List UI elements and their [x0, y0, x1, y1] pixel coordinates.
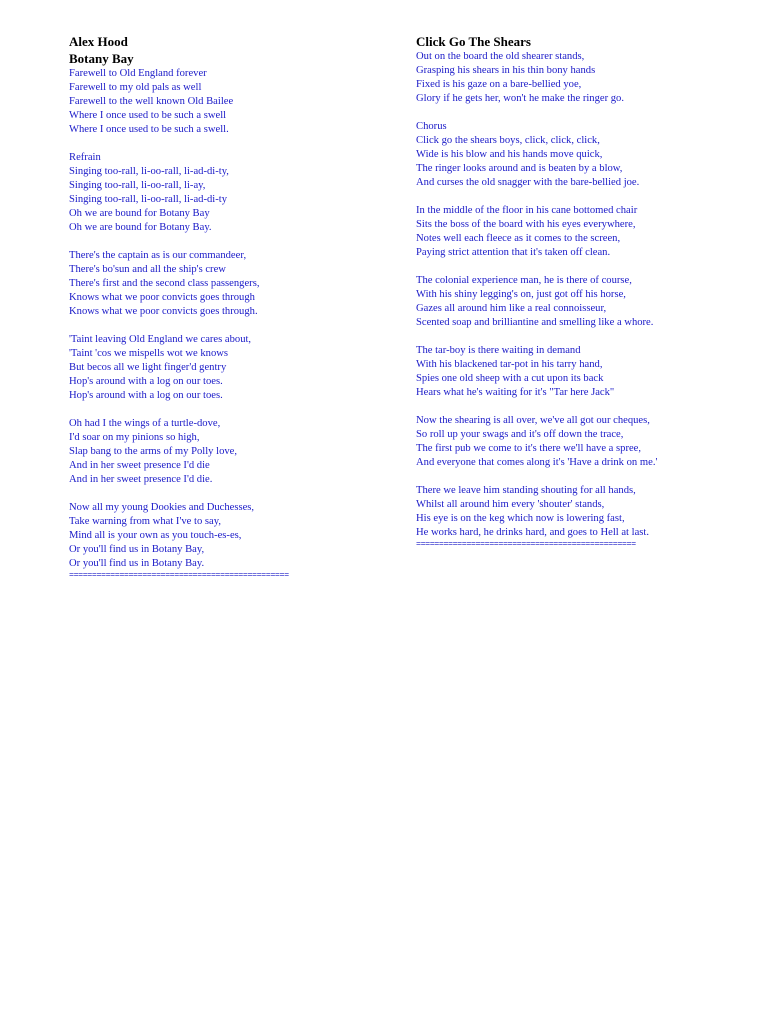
lyric-line: I'd soar on my pinions so high,: [69, 432, 200, 443]
lyric-line: Fixed is his gaze on a bare-bellied yoe,: [416, 79, 582, 90]
lyric-line: There's first and the second class passengers,: [69, 278, 260, 289]
lyric-line: But becos all we light finger'd gentry: [69, 362, 227, 373]
lyric-line: Oh we are bound for Botany Bay: [69, 208, 210, 219]
lyric-line: There we leave him standing shouting for all hands,: [416, 485, 636, 496]
stanza-gap: [416, 400, 756, 414]
lyric-line: Hop's around with a log on our toes.: [69, 390, 223, 401]
lyric-line: And curses the old snagger with the bare-bellied joe.: [416, 177, 640, 188]
lyric-line: Hop's around with a log on our toes.: [69, 376, 223, 387]
lyric-line: There's the captain as is our commandeer,: [69, 250, 247, 261]
lyric-line: With his shiny legging's on, just got off his horse,: [416, 289, 626, 300]
lyric-line: Oh had I the wings of a turtle-dove,: [69, 418, 221, 429]
lyric-line: Click go the shears boys, click, click, click,: [416, 135, 600, 146]
lyric-line: 'Taint leaving Old England we cares about,: [69, 334, 252, 345]
separator-rule: ================================================: [416, 540, 636, 548]
lyric-line: Out on the board the old shearer stands,: [416, 51, 585, 62]
stanza-gap: [416, 330, 756, 344]
lyric-line: Spies one old sheep with a cut upon its back: [416, 373, 604, 384]
lyric-line: His eye is on the keg which now is lowering fast,: [416, 513, 625, 524]
lyric-line: Oh we are bound for Botany Bay.: [69, 222, 212, 233]
lyric-line: Paying strict attention that it's taken off clean.: [416, 247, 611, 258]
author-name: Alex Hood: [69, 34, 128, 49]
lyric-line: And everyone that comes along it's 'Have a drink on me.': [416, 457, 658, 468]
lyric-line: There's bo'sun and all the ship's crew: [69, 264, 226, 275]
stanza-gap: [69, 235, 404, 249]
lyric-line: Where I once used to be such a swell.: [69, 124, 229, 135]
stanza-gap: [416, 470, 756, 484]
separator-rule: ================================================: [69, 571, 289, 579]
lyric-line: Singing too-rall, li-oo-rall, li-ad-di-ty,: [69, 166, 229, 177]
lyric-line: Gazes all around him like a real connoisseur,: [416, 303, 607, 314]
lyric-line: Glory if he gets her, won't he make the ringer go.: [416, 93, 625, 104]
stanza-gap: [69, 137, 404, 151]
lyric-line: Whilst all around him every 'shouter' stands,: [416, 499, 605, 510]
right-column: [416, 33, 756, 548]
lyric-line: The tar-boy is there waiting in demand: [416, 345, 581, 356]
lyric-line: And in her sweet presence I'd die: [69, 460, 210, 471]
lyric-line: The first pub we come to it's there we'll have a spree,: [416, 443, 642, 454]
stanza-gap: [416, 260, 756, 274]
lyric-line: Mind all is your own as you touch-es-es,: [69, 530, 242, 541]
stanza-gap: [416, 106, 756, 120]
lyric-line: Knows what we poor convicts goes through: [69, 292, 255, 303]
lyric-line: Where I once used to be such a swell: [69, 110, 227, 121]
lyric-line: Singing too-rall, li-oo-rall, li-ay,: [69, 180, 206, 191]
lyric-line: Refrain: [69, 152, 101, 163]
lyric-line: Scented soap and brilliantine and smelling like a whore.: [416, 317, 654, 328]
lyric-line: Grasping his shears in his thin bony hands: [416, 65, 596, 76]
lyric-line: Singing too-rall, li-oo-rall, li-ad-di-ty: [69, 194, 227, 205]
lyric-line: Or you'll find us in Botany Bay,: [69, 544, 205, 555]
lyric-line: The ringer looks around and is beaten by a blow,: [416, 163, 623, 174]
lyric-line: Now all my young Dookies and Duchesses,: [69, 502, 255, 513]
lyric-line: Farewell to the well known Old Bailee: [69, 96, 234, 107]
lyric-line: Hears what he's waiting for it's "Tar here Jack": [416, 387, 615, 398]
stanza-gap: [69, 403, 404, 417]
lyric-line: 'Taint 'cos we mispells wot we knows: [69, 348, 229, 359]
lyric-line: Now the shearing is all over, we've all got our cheques,: [416, 415, 650, 426]
lyric-line: Slap bang to the arms of my Polly love,: [69, 446, 238, 457]
stanza-gap: [69, 319, 404, 333]
stanza-gap: [69, 487, 404, 501]
lyric-line: With his blackened tar-pot in his tarry hand,: [416, 359, 603, 370]
lyric-line: Or you'll find us in Botany Bay.: [69, 558, 205, 569]
lyric-line: Sits the boss of the board with his eyes everywhere,: [416, 219, 636, 230]
lyric-line: Farewell to Old England forever: [69, 68, 207, 79]
lyric-line: Chorus: [416, 121, 447, 132]
botany-bay-lyrics: [69, 67, 404, 571]
lyric-line: In the middle of the floor in his cane bottomed chair: [416, 205, 638, 216]
lyric-line: Wide is his blow and his hands move quick,: [416, 149, 603, 160]
click-go-the-shears-lyrics: [416, 50, 756, 540]
stanza-gap: [416, 190, 756, 204]
song-title-botany-bay: Botany Bay: [69, 51, 134, 66]
lyric-line: Knows what we poor convicts goes through.: [69, 306, 258, 317]
lyric-line: Notes well each fleece as it comes to the screen,: [416, 233, 621, 244]
lyric-line: Farewell to my old pals as well: [69, 82, 202, 93]
song-title-click-go-the-shears: Click Go The Shears: [416, 34, 531, 49]
left-column: [69, 33, 404, 579]
lyric-line: He works hard, he drinks hard, and goes to Hell at last.: [416, 527, 650, 538]
lyric-line: The colonial experience man, he is there of course,: [416, 275, 632, 286]
lyric-line: So roll up your swags and it's off down the trace,: [416, 429, 624, 440]
lyric-line: Take warning from what I've to say,: [69, 516, 221, 527]
lyric-line: And in her sweet presence I'd die.: [69, 474, 213, 485]
